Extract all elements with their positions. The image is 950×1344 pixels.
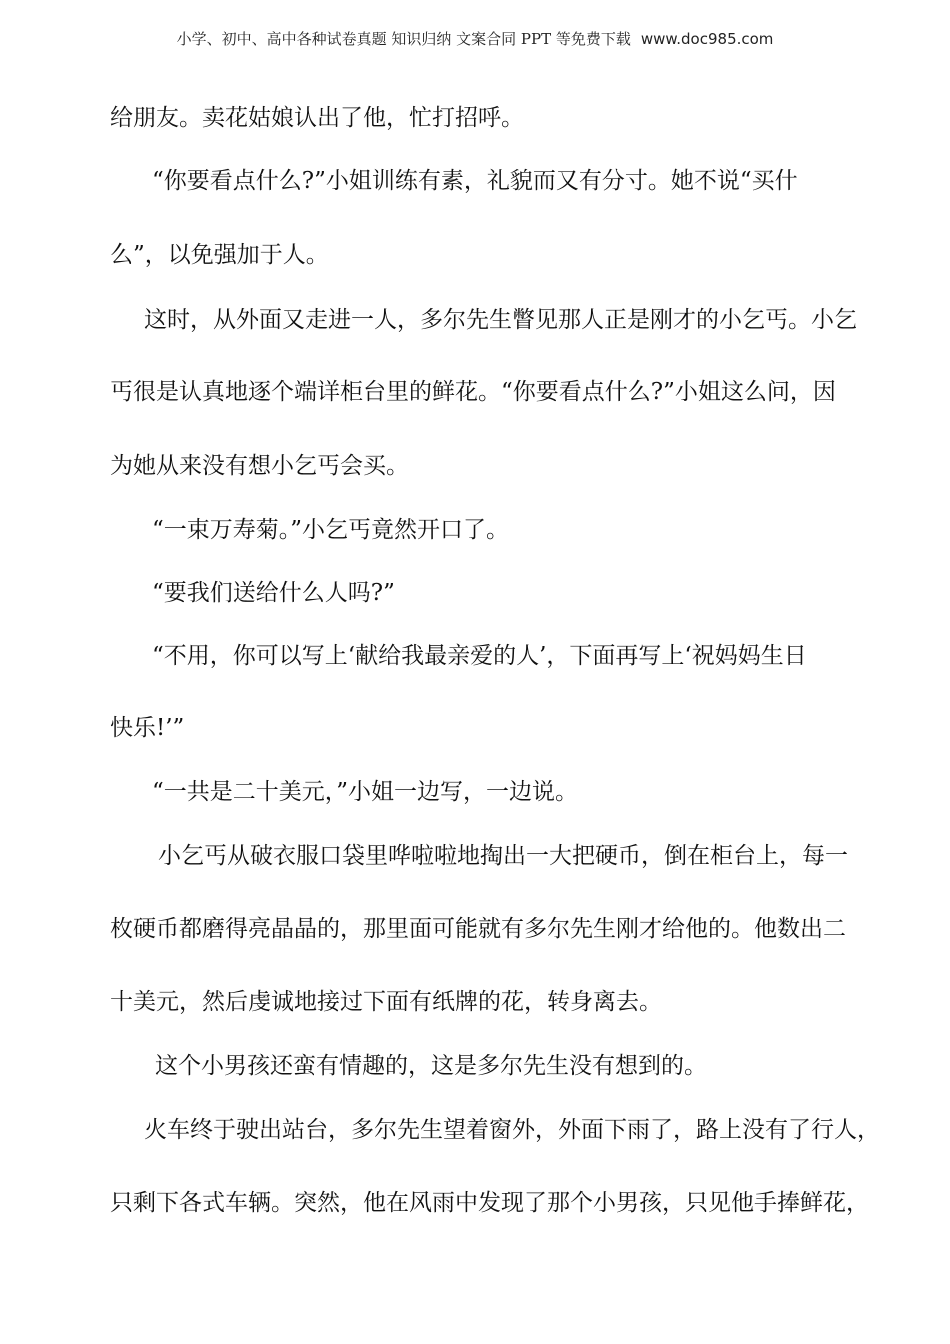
header-url[interactable]: www.doc985.com [640,30,774,48]
text-line: “一共是二十美元，”小姐一边写，一边说。 [152,779,579,805]
header-text: 小学、初中、高中各种试卷真题 知识归纳 文案合同 PPT 等免费下载 [176,30,631,48]
text-line: 快乐!’” [110,715,185,741]
text-line: 十美元，然后虔诚地接过下面有纸牌的花，转身离去。 [110,989,662,1015]
text-line: 丐很是认真地逐个端详柜台里的鲜花。“你要看点什么?”小姐这么问，因 [110,379,836,405]
text-line: 为她从来没有想小乞丐会买。 [110,453,409,479]
text-line: 么”，以免强加于人。 [110,242,329,268]
text-line: “一束万寿菊。”小乞丐竟然开口了。 [152,517,510,543]
page-header [0,28,950,49]
text-line: 给朋友。卖花姑娘认出了他，忙打招呼。 [110,105,524,131]
text-line: 这个小男孩还蛮有情趣的，这是多尔先生没有想到的。 [155,1053,707,1079]
text-line: “要我们送给什么人吗?” [152,580,395,606]
text-line: 枚硬币都磨得亮晶晶的，那里面可能就有多尔先生刚才给他的。他数出二 [110,916,846,942]
text-line: 这时，从外面又走进一人，多尔先生瞥见那人正是刚才的小乞丐。小乞 [144,307,857,333]
text-line: “你要看点什么?”小姐训练有素，礼貌而又有分寸。她不说“买什 [152,168,798,194]
text-line: “不用，你可以写上‘献给我最亲爱的人’，下面再写上‘祝妈妈生日 [152,643,807,669]
text-line: 火车终于驶出站台，多尔先生望着窗外，外面下雨了，路上没有了行人， [144,1117,880,1143]
text-line: 小乞丐从破衣服口袋里哗啦啦地掏出一大把硬币，倒在柜台上，每一 [158,843,848,869]
text-line: 只剩下各式车辆。突然，他在风雨中发现了那个小男孩，只见他手捧鲜花， [110,1190,869,1216]
